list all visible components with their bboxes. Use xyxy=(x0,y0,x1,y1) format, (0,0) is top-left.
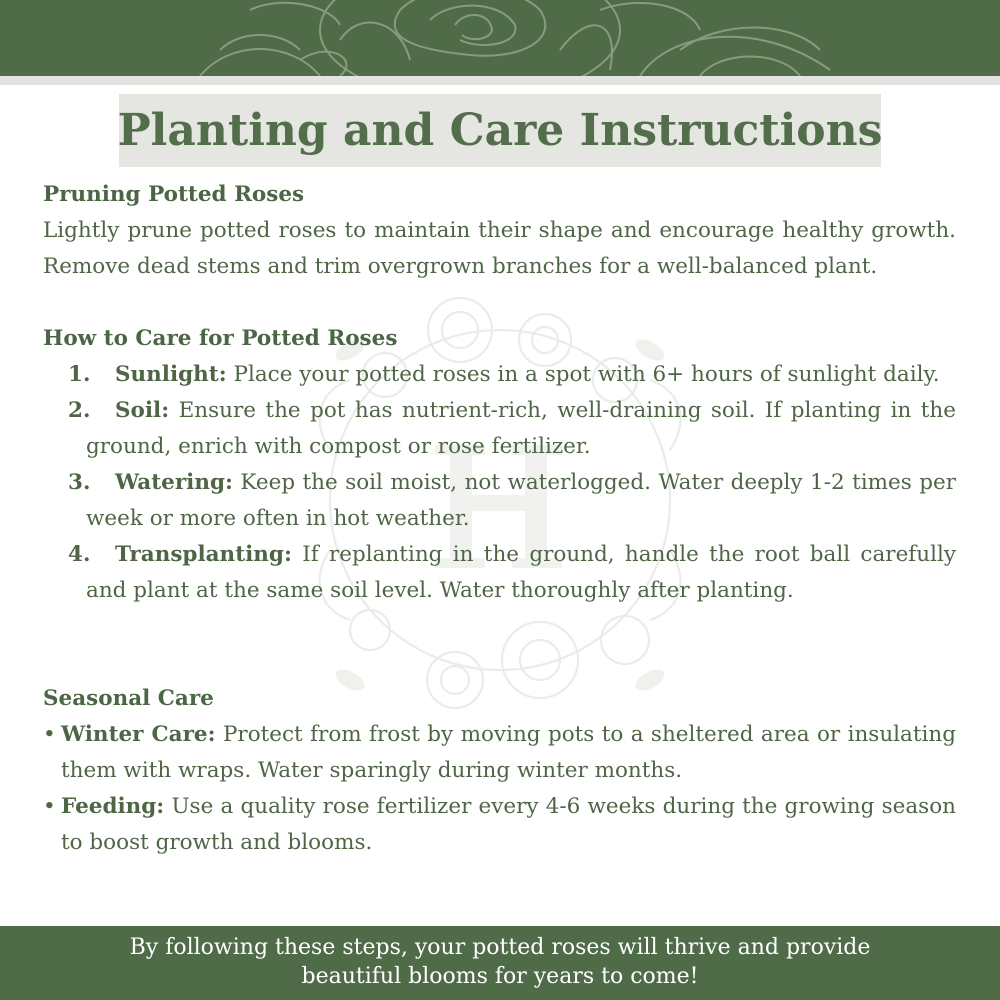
pruning-heading: Pruning Potted Roses xyxy=(43,182,305,207)
bullet-icon: • xyxy=(43,794,56,819)
bullet-icon: • xyxy=(43,722,56,747)
title-box xyxy=(119,94,881,167)
content xyxy=(43,177,956,861)
seasonal-label: Winter Care: xyxy=(61,722,216,747)
seasonal-item xyxy=(43,789,956,861)
step-text: Ensure the pot has nutrient-rich, well-draining soil. If planting in the ground, enrich with compost or rose fertilizer. xyxy=(86,398,956,459)
seasonal-heading: Seasonal Care xyxy=(43,686,214,711)
step-label: Transplanting: xyxy=(115,542,292,567)
care-step xyxy=(43,393,956,465)
step-text: Keep the soil moist, not waterlogged. Water deeply 1-2 times per week or more often in hot weather. xyxy=(86,470,956,531)
seasonal-text: Use a quality rose fertilizer every 4-6 weeks during the growing season to boost growth and blooms. xyxy=(61,794,956,855)
care-step xyxy=(43,537,956,609)
footer-line-1: By following these steps, your potted roses will thrive and provide xyxy=(129,935,871,960)
step-number: 4. xyxy=(68,542,91,567)
step-number: 3. xyxy=(68,470,91,495)
rose-illustration-icon xyxy=(0,0,1000,76)
pruning-text: Lightly prune potted roses to maintain their shape and encourage healthy growth. Remove dead stems and trim overgrown branches for a well-balanced plant. xyxy=(43,218,956,279)
step-label: Soil: xyxy=(115,398,170,423)
step-number: 1. xyxy=(68,362,91,387)
step-text: If replanting in the ground, handle the root ball carefully and plant at the same soil level. Water thoroughly after planting. xyxy=(86,542,956,603)
step-label: Sunlight: xyxy=(115,362,227,387)
care-step xyxy=(43,465,956,537)
step-text: Place your potted roses in a spot with 6+ hours of sunlight daily. xyxy=(233,362,940,387)
footer-line-2: beautiful blooms for years to come! xyxy=(301,964,699,989)
care-steps-list xyxy=(43,357,956,609)
care-step xyxy=(43,357,956,393)
footer-band xyxy=(0,926,1000,1000)
page-title: Planting and Care Instructions xyxy=(117,105,883,156)
step-label: Watering: xyxy=(115,470,233,495)
header-band xyxy=(0,0,1000,76)
step-number: 2. xyxy=(68,398,91,423)
seasonal-list xyxy=(43,717,956,861)
seasonal-item xyxy=(43,717,956,789)
seasonal-label: Feeding: xyxy=(61,794,165,819)
care-heading: How to Care for Potted Roses xyxy=(43,326,398,351)
header-stripe xyxy=(0,76,1000,85)
seasonal-text: Protect from frost by moving pots to a sheltered area or insulating them with wraps. Water sparingly during winter months. xyxy=(61,722,957,783)
